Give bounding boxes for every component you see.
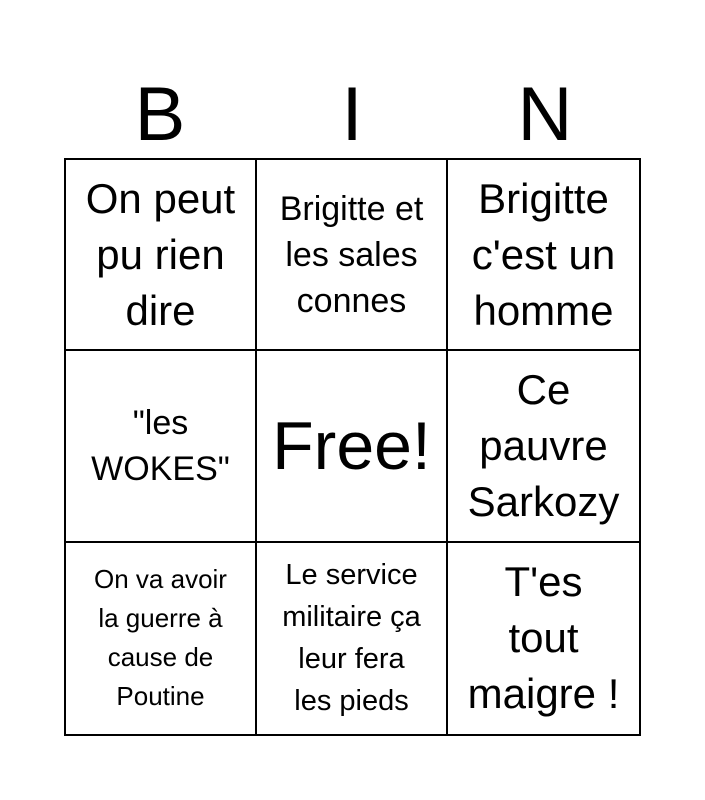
bingo-cell-2[interactable] xyxy=(257,160,448,351)
bingo-cell-text: Le service militaire ça leur fera les pieds xyxy=(282,559,421,718)
header-letter-n: N xyxy=(517,72,573,157)
bingo-cell-7[interactable] xyxy=(66,543,257,734)
bingo-cell-text: "les WOKES" xyxy=(91,403,230,488)
bingo-cell-text: Brigitte et les sales connes xyxy=(279,189,424,320)
bingo-grid xyxy=(64,158,641,736)
bingo-cell-text: On va avoir la guerre à cause de Poutine xyxy=(94,564,227,712)
bingo-cell-9[interactable] xyxy=(448,543,639,734)
bingo-cell-text: T'es tout maigre ! xyxy=(467,558,620,718)
header-letter-b: B xyxy=(134,72,186,157)
header-letter-i: I xyxy=(341,72,363,157)
bingo-cell-8[interactable] xyxy=(257,543,448,734)
bingo-cell-text: Ce pauvre Sarkozy xyxy=(467,365,620,525)
bingo-cell-text: On peut pu rien dire xyxy=(85,174,236,334)
bingo-header xyxy=(64,72,641,158)
bingo-cell-text: Brigitte c'est un homme xyxy=(471,174,616,334)
bingo-cell-3[interactable] xyxy=(448,160,639,351)
free-space-text: Free! xyxy=(272,407,431,484)
bingo-cell-6[interactable] xyxy=(448,351,639,542)
bingo-cell-1[interactable] xyxy=(66,160,257,351)
bingo-cell-free[interactable] xyxy=(257,351,448,542)
bingo-cell-4[interactable] xyxy=(66,351,257,542)
